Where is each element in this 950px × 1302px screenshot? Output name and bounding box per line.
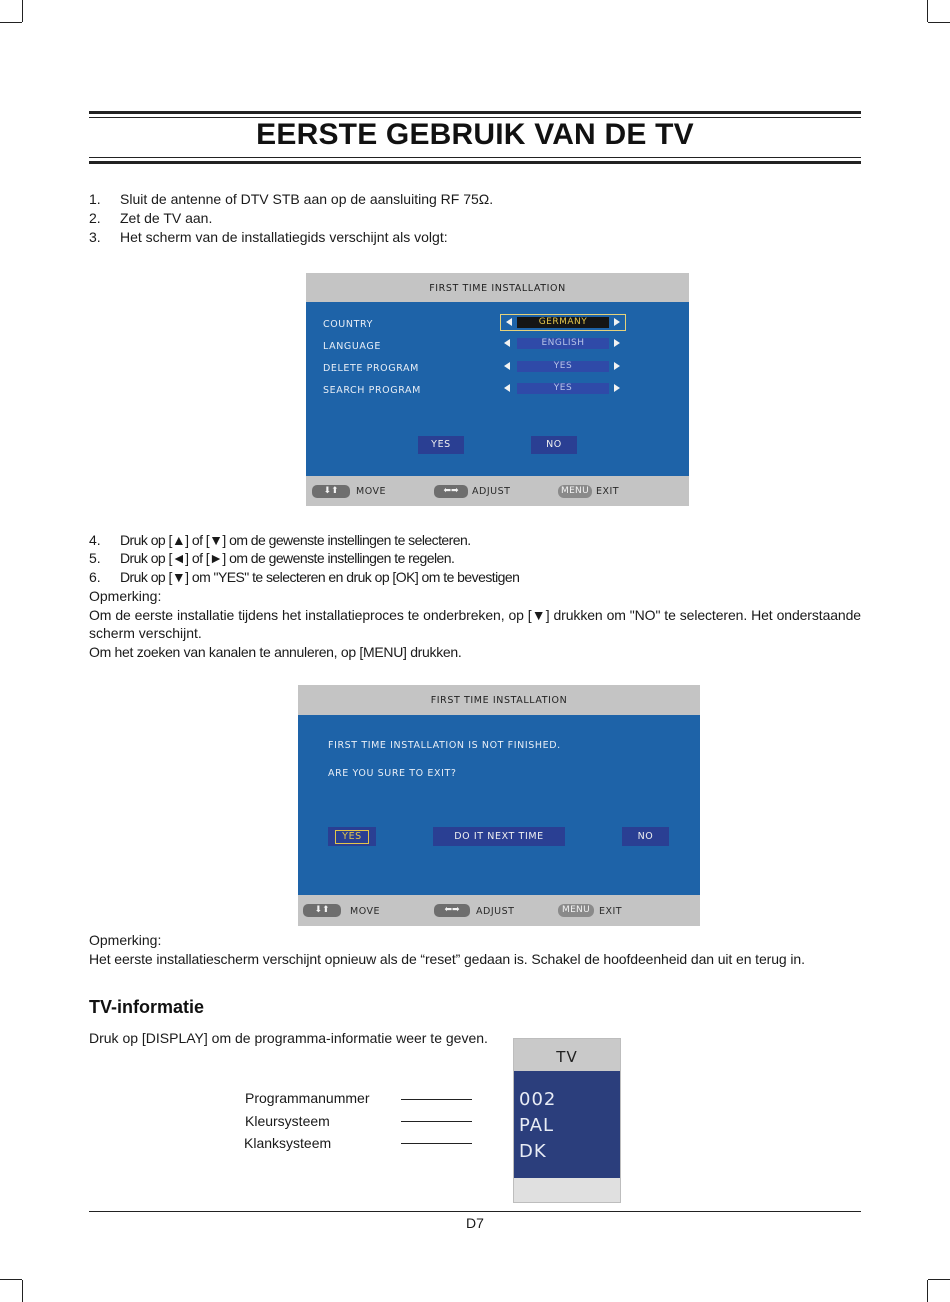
- step-number: 5.: [89, 550, 101, 566]
- crop-mark: [22, 1280, 23, 1302]
- right-arrow-icon[interactable]: [614, 339, 620, 347]
- search-program-label: SEARCH PROGRAM: [323, 385, 421, 396]
- tv-info-header: TV: [514, 1039, 620, 1071]
- osd-header: FIRST TIME INSTALLATION: [298, 685, 700, 715]
- note-heading: Opmerking:: [89, 932, 162, 948]
- yes-button-label: YES: [335, 830, 369, 844]
- note-text-line: Om het zoeken van kanalen te annuleren, op [MENU] drukken.: [89, 644, 462, 660]
- step-text: Het scherm van de installatiegids verschijnt als volgt:: [120, 229, 448, 245]
- left-arrow-icon[interactable]: [504, 339, 510, 347]
- note-heading: Opmerking:: [89, 588, 162, 604]
- crop-mark: [928, 22, 950, 23]
- footer-rule: [89, 1211, 861, 1212]
- crop-mark: [928, 1279, 950, 1280]
- step-number: 4.: [89, 532, 101, 548]
- osd-footer: [306, 476, 689, 506]
- move-label: MOVE: [350, 906, 381, 917]
- menu-key-icon: MENU: [558, 904, 594, 917]
- note-text-line: scherm verschijnt.: [89, 625, 202, 641]
- left-right-arrows-icon: ⬅➡: [434, 485, 468, 498]
- no-button[interactable]: NO: [622, 827, 669, 846]
- adjust-label: ADJUST: [472, 486, 511, 497]
- left-arrow-icon[interactable]: [504, 384, 510, 392]
- do-it-next-time-button[interactable]: DO IT NEXT TIME: [433, 827, 565, 846]
- right-arrow-icon[interactable]: [614, 384, 620, 392]
- right-arrow-icon[interactable]: [614, 362, 620, 370]
- leader-line: [401, 1143, 472, 1144]
- step-text: Druk op [▼] om "YES" te selecteren en druk op [OK] om te bevestigen: [120, 569, 520, 585]
- step-number: 3.: [89, 229, 101, 245]
- step-number: 6.: [89, 569, 101, 585]
- note-text: Het eerste installatiescherm verschijnt opnieuw als de “reset” gedaan is. Schakel de hoofdeenheid dan uit en terug in.: [89, 951, 805, 967]
- sound-system-value: DK: [519, 1141, 547, 1162]
- adjust-label: ADJUST: [476, 906, 515, 917]
- step-number: 2.: [89, 210, 101, 226]
- no-button[interactable]: NO: [531, 436, 577, 454]
- page-number: D7: [466, 1215, 484, 1231]
- note-text-line: Om de eerste installatie tijdens het installatieproces te onderbreken, op [▼] drukken om "NO" te selecteren. Het onderstaande: [89, 607, 861, 623]
- right-arrow-icon[interactable]: [614, 318, 620, 326]
- tv-info-body: [514, 1071, 620, 1178]
- page-title: EERSTE GEBRUIK VAN DE TV: [256, 118, 694, 151]
- delete-program-value[interactable]: YES: [517, 361, 609, 372]
- exit-confirmation-screen: [298, 685, 700, 926]
- confirm-question: ARE YOU SURE TO EXIT?: [328, 768, 457, 779]
- step-text: Druk op [◄] of [►] om de gewenste instellingen te regelen.: [120, 550, 455, 566]
- crop-mark: [927, 0, 928, 22]
- left-arrow-icon[interactable]: [506, 318, 512, 326]
- language-label: LANGUAGE: [323, 341, 381, 352]
- left-right-arrows-icon: ⬅➡: [434, 904, 470, 917]
- sound-system-label: Klanksysteem: [244, 1135, 332, 1151]
- first-time-installation-screen: [306, 273, 689, 506]
- yes-button[interactable]: [328, 827, 376, 846]
- crop-mark: [0, 22, 22, 23]
- country-label: COUNTRY: [323, 319, 373, 330]
- title-rule-bottom-thin: [89, 157, 861, 158]
- crop-mark: [0, 1279, 22, 1280]
- step-number: 1.: [89, 191, 101, 207]
- exit-label: EXIT: [599, 906, 623, 917]
- osd-header: FIRST TIME INSTALLATION: [306, 273, 689, 302]
- step-text: Zet de TV aan.: [120, 210, 213, 226]
- title-rule-bottom: [89, 161, 861, 164]
- program-number-value: 002: [519, 1089, 557, 1110]
- section-intro: Druk op [DISPLAY] om de programma-informatie weer te geven.: [89, 1030, 488, 1046]
- delete-program-label: DELETE PROGRAM: [323, 363, 419, 374]
- country-selector[interactable]: [500, 314, 626, 331]
- step-text: Druk op [▲] of [▼] om de gewenste instellingen te selecteren.: [120, 532, 471, 548]
- exit-label: EXIT: [596, 486, 620, 497]
- title-rule-top: [89, 111, 861, 114]
- crop-mark: [22, 0, 23, 22]
- up-down-arrows-icon: ⬇⬆: [303, 904, 341, 917]
- menu-key-icon: MENU: [558, 485, 592, 498]
- left-arrow-icon[interactable]: [504, 362, 510, 370]
- tv-info-osd: [513, 1038, 621, 1203]
- crop-mark: [927, 1280, 928, 1302]
- program-number-label: Programmanummer: [245, 1090, 370, 1106]
- color-system-label: Kleursysteem: [245, 1113, 330, 1129]
- warning-message: FIRST TIME INSTALLATION IS NOT FINISHED.: [328, 740, 561, 751]
- osd-body: [298, 715, 700, 895]
- move-label: MOVE: [356, 486, 387, 497]
- country-value: GERMANY: [517, 317, 609, 328]
- color-system-value: PAL: [519, 1115, 555, 1136]
- leader-line: [401, 1121, 472, 1122]
- up-down-arrows-icon: ⬇⬆: [312, 485, 350, 498]
- language-value[interactable]: ENGLISH: [517, 338, 609, 349]
- yes-button[interactable]: YES: [418, 436, 464, 454]
- osd-footer: [298, 895, 700, 926]
- section-heading: TV-informatie: [89, 997, 205, 1017]
- step-text: Sluit de antenne of DTV STB aan op de aansluiting RF 75Ω.: [120, 191, 494, 207]
- search-program-value[interactable]: YES: [517, 383, 609, 394]
- osd-body: [306, 302, 689, 476]
- leader-line: [401, 1099, 472, 1100]
